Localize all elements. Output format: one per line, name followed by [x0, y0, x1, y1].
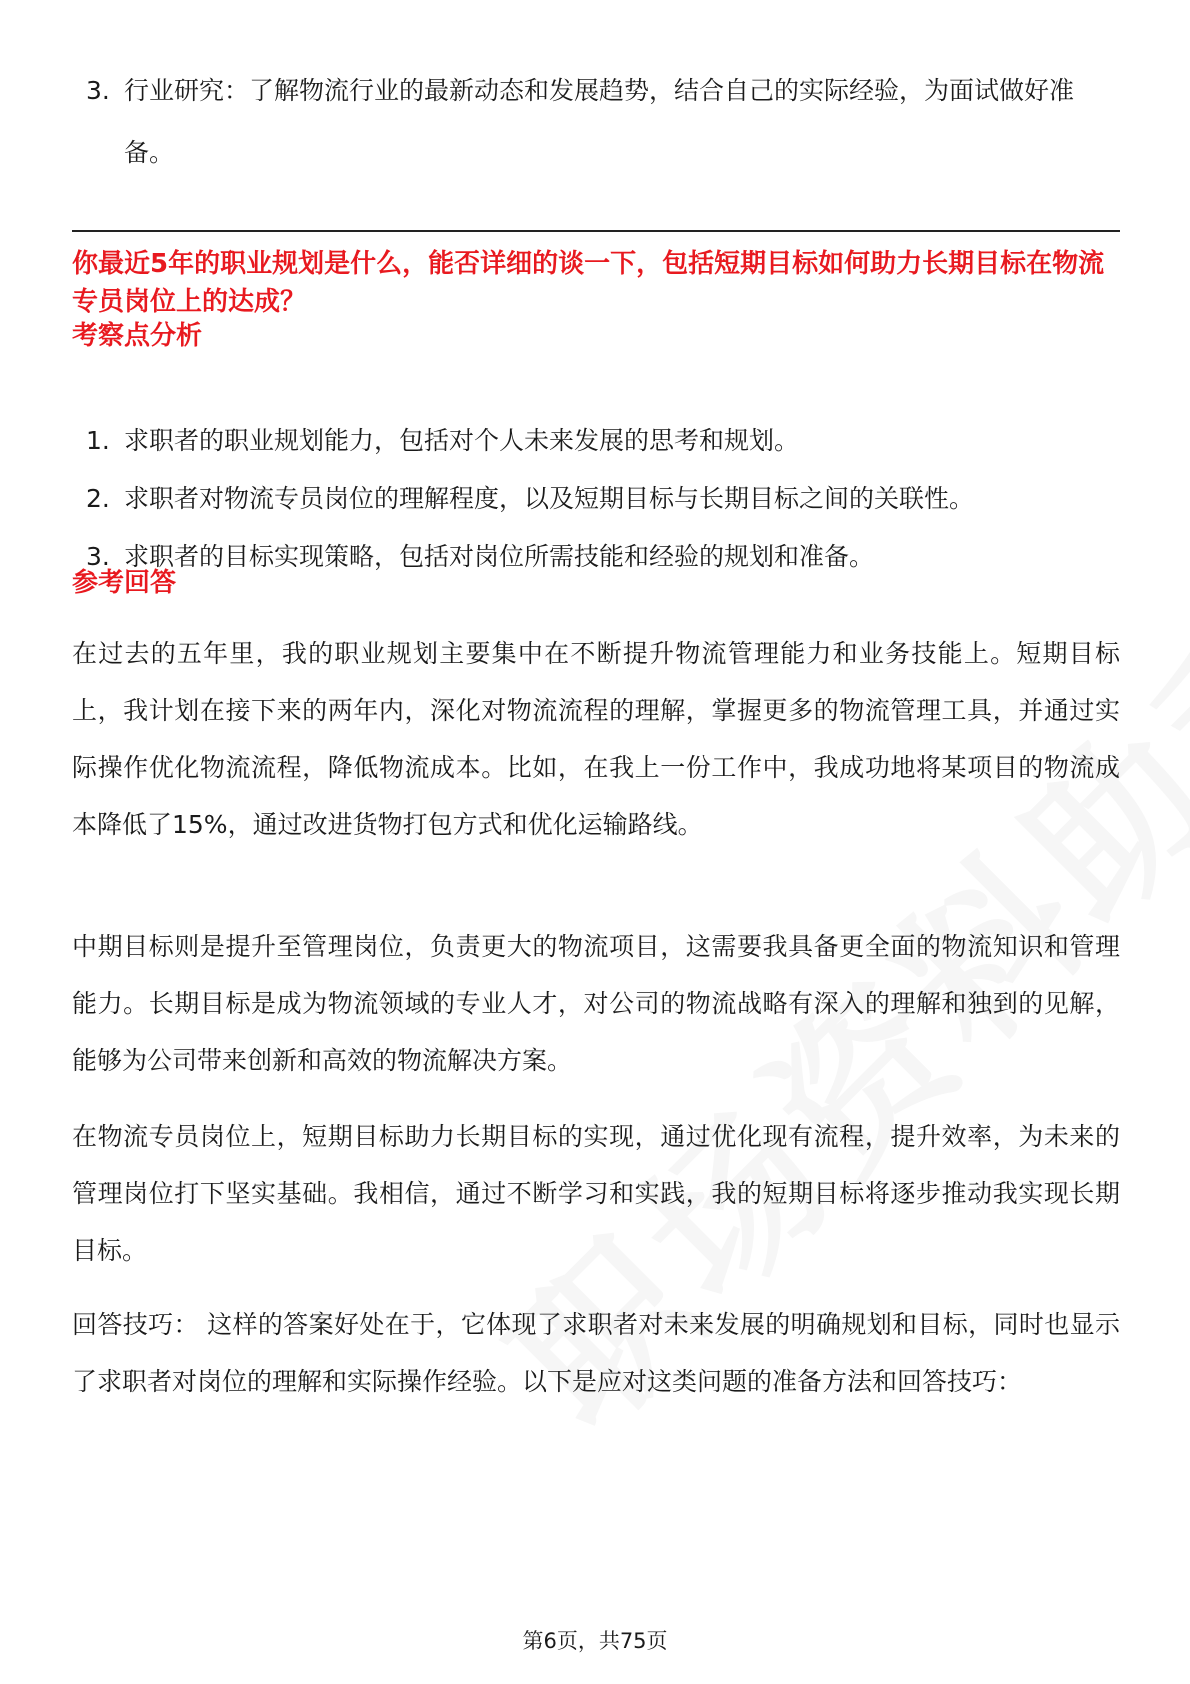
list-item	[72, 60, 1120, 184]
page-footer: 第6页，共75页	[522, 1629, 668, 1653]
list-item	[72, 470, 1120, 528]
list-item-number: 3.	[86, 76, 110, 105]
answer-tips-paragraph: 回答技巧： 这样的答案好处在于，它体现了求职者对未来发展的明确规划和目标，同时也显示了求职者对岗位的理解和实际操作经验。以下是应对这类问题的准备方法和回答技巧：	[72, 1310, 1120, 1396]
answer-paragraph: 中期目标则是提升至管理岗位，负责更大的物流项目，这需要我具备更全面的物流知识和管理能力。长期目标是成为物流领域的专业人才，对公司的物流战略有深入的理解和独到的见解，能够为公司带来创新和高效的物流解决方案。	[72, 932, 1120, 1075]
analysis-heading: 考察点分析	[72, 321, 203, 351]
list-item-number: 1.	[86, 426, 110, 455]
document-page	[72, 0, 1120, 1684]
list-item	[72, 412, 1120, 470]
list-item-text: 行业研究：了解物流行业的最新动态和发展趋势，结合自己的实际经验，为面试做好准备。	[124, 76, 1075, 167]
list-item-number: 2.	[86, 484, 110, 513]
answer-heading: 参考回答	[72, 568, 177, 598]
list-item	[72, 528, 1120, 586]
list-item-text: 求职者的职业规划能力，包括对个人未来发展的思考和规划。	[124, 426, 800, 455]
section-divider	[72, 230, 1120, 232]
tips-list-continued	[72, 60, 1120, 184]
list-item-number: 3.	[86, 542, 110, 571]
answer-paragraph: 在过去的五年里，我的职业规划主要集中在不断提升物流管理能力和业务技能上。短期目标上，我计划在接下来的两年内，深化对物流流程的理解，掌握更多的物流管理工具，并通过实际操作优化物流流程，降低物流成本。比如，在我上一份工作中，我成功地将某项目的物流成本降低了15%，通过改进货物打包方式和优化运输路线。	[72, 639, 1120, 839]
answer-paragraph: 在物流专员岗位上，短期目标助力长期目标的实现，通过优化现有流程，提升效率，为未来的管理岗位打下坚实基础。我相信，通过不断学习和实践，我的短期目标将逐步推动我实现长期目标。	[72, 1122, 1120, 1265]
analysis-list	[72, 412, 1120, 586]
list-item-text: 求职者对物流专员岗位的理解程度，以及短期目标与长期目标之间的关联性。	[124, 484, 975, 513]
interview-question: 你最近5年的职业规划是什么，能否详细的谈一下，包括短期目标如何助力长期目标在物流专员岗位上的达成？	[72, 249, 1105, 317]
list-item-text: 求职者的目标实现策略，包括对岗位所需技能和经验的规划和准备。	[124, 542, 875, 571]
